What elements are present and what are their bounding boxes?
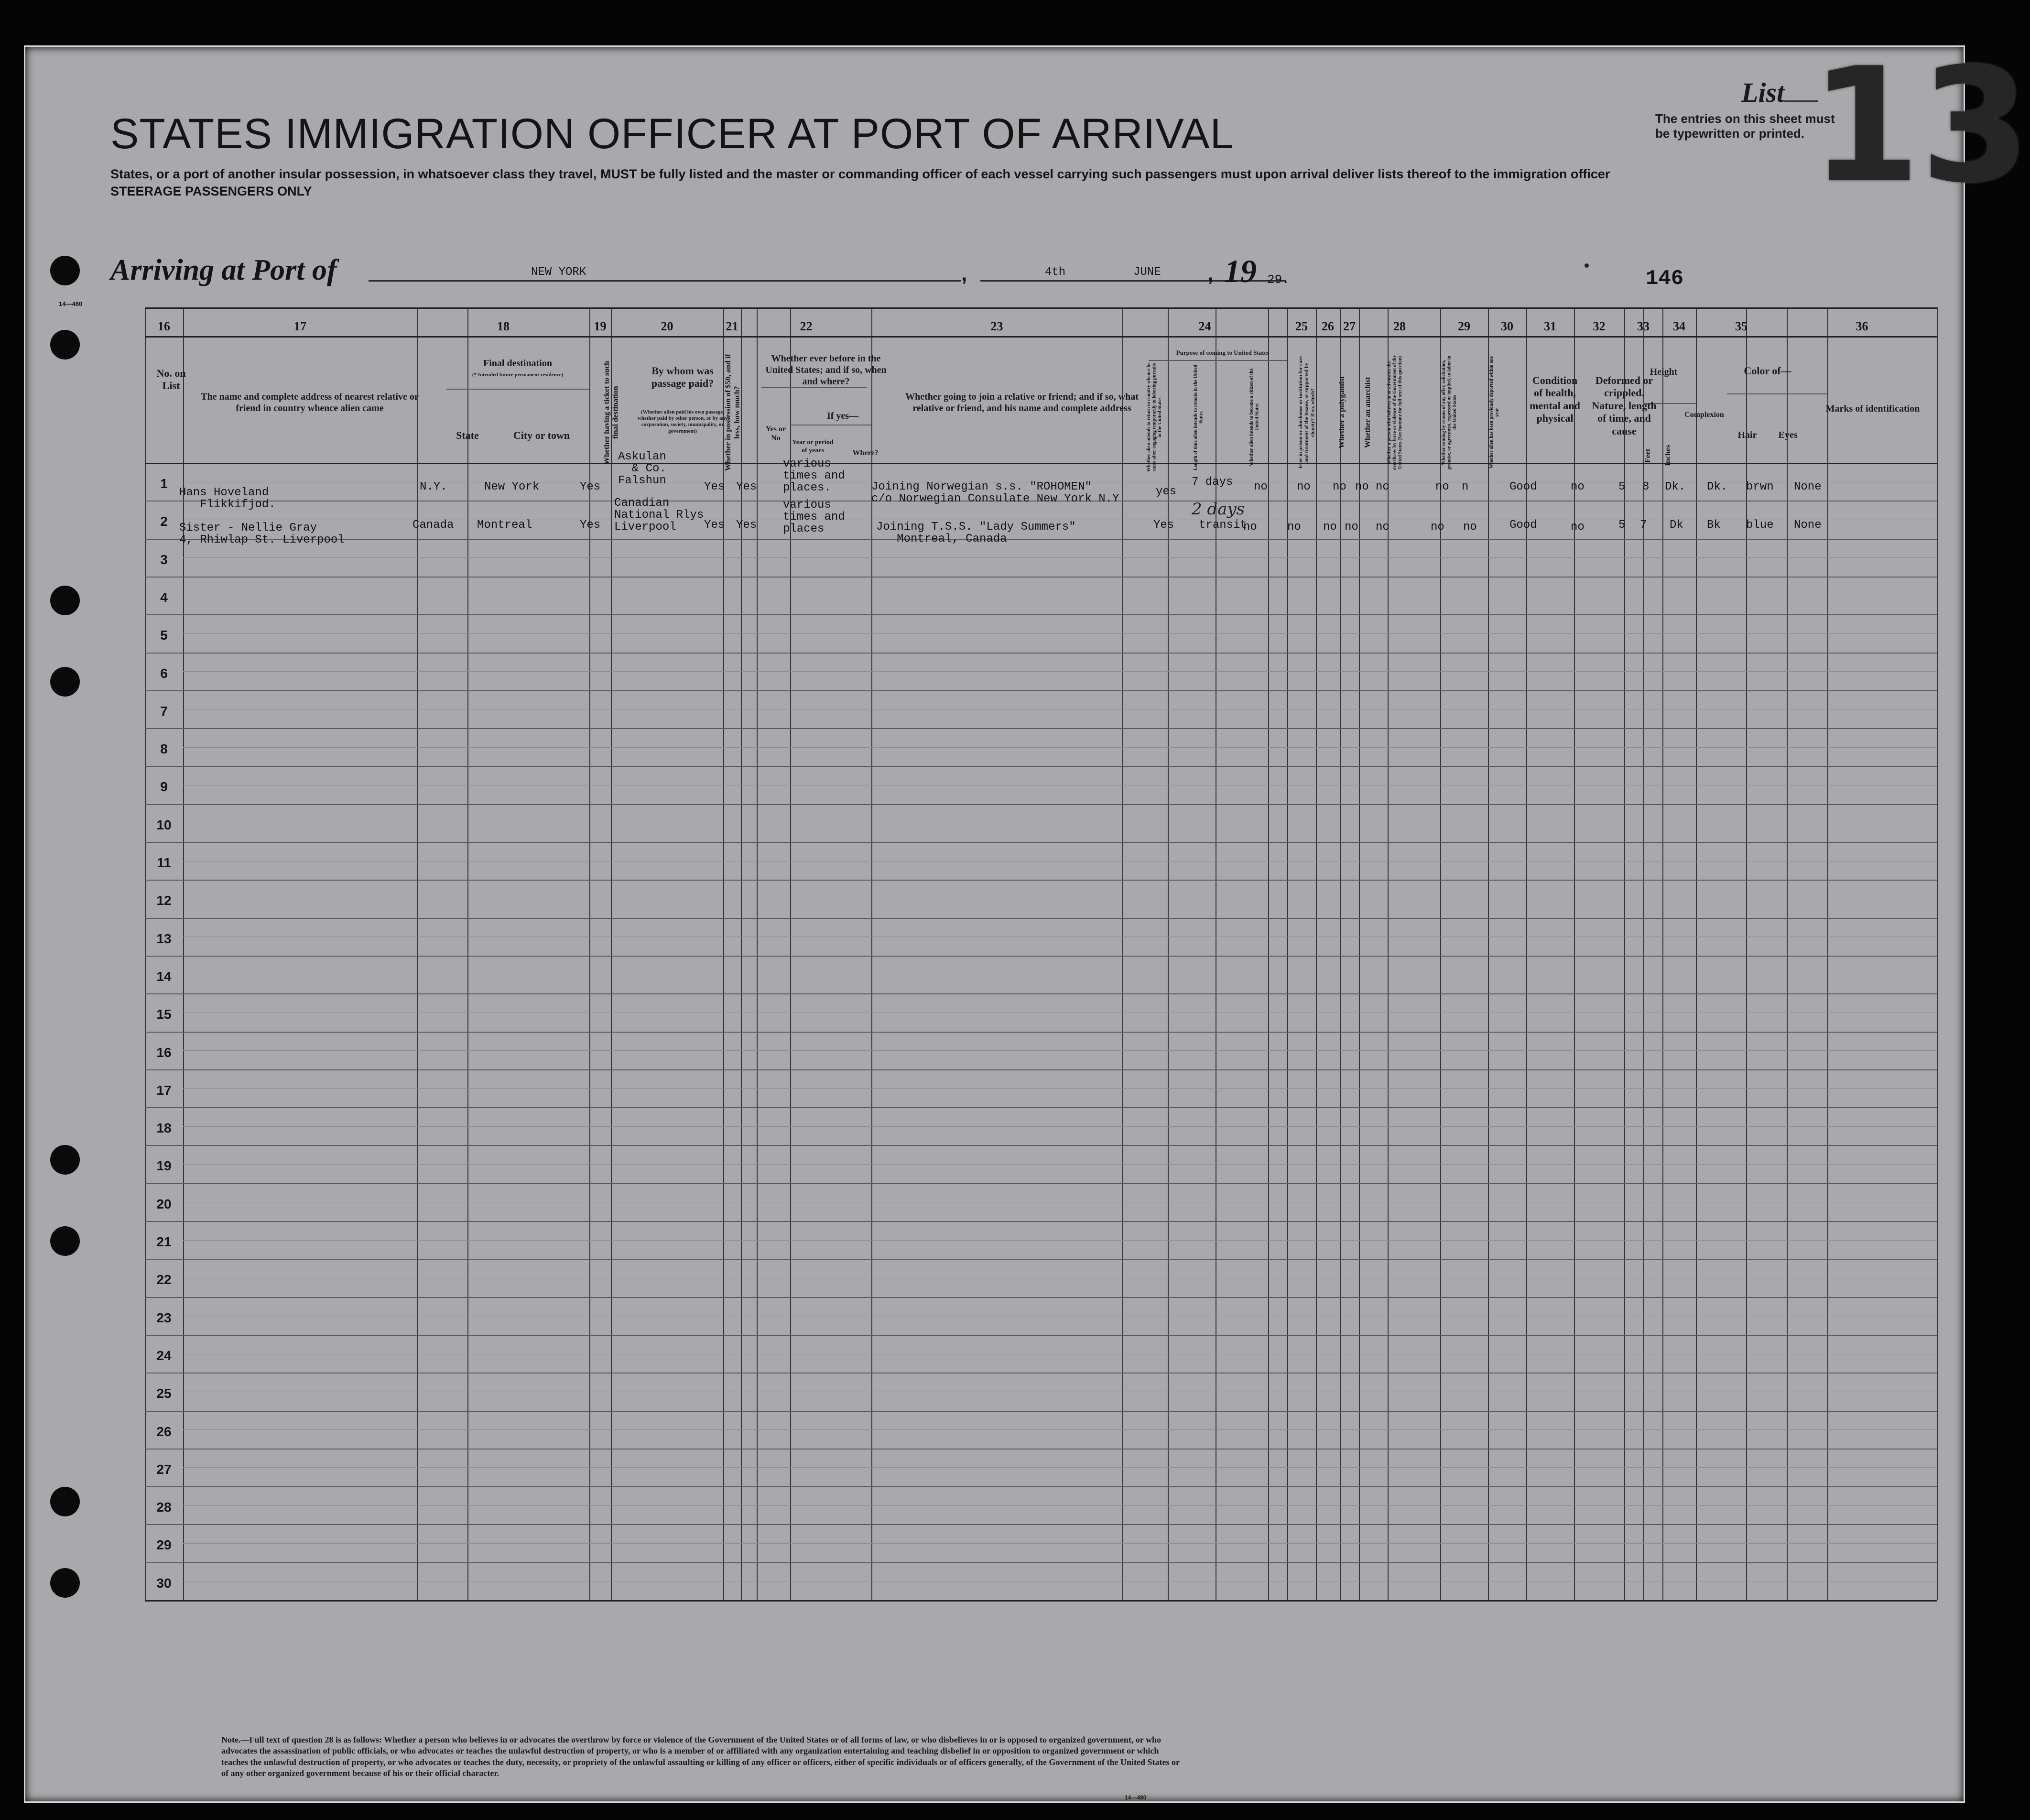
row-number: 23	[156, 1310, 172, 1325]
year-prefix: 19	[1224, 253, 1257, 289]
row-number: 6	[160, 665, 168, 681]
entry-2-complexion: Dk	[1670, 519, 1683, 532]
column-number: 32	[1593, 319, 1606, 333]
row-rule	[145, 804, 1937, 805]
entry-2-marks: None	[1794, 519, 1822, 532]
entry-2-citizen: no	[1243, 521, 1257, 534]
column-rule	[1937, 307, 1938, 1600]
entry-2-prison: no	[1287, 521, 1301, 534]
entry-2-eyes: blue	[1746, 519, 1774, 532]
row-rule	[145, 842, 1937, 843]
binder-hole	[50, 1145, 80, 1175]
header-height: Height	[1650, 367, 1678, 377]
column-number: 18	[497, 319, 510, 333]
entry-1-deformed: no	[1571, 480, 1585, 493]
page-title: STATES IMMIGRATION OFFICER AT PORT OF ARRIVAL	[110, 109, 1235, 157]
entry-2-offer: no	[1431, 521, 1444, 534]
entry-1-joining: Joining Norwegian s.s. "ROHOMEN" c/o Norwegian Consulate New York N.Y	[871, 480, 1119, 506]
row-number: 5	[160, 628, 168, 643]
comma: ,	[961, 262, 967, 285]
row-rule	[145, 1411, 1937, 1412]
binder-hole	[50, 330, 80, 360]
entry-1-offer: no	[1435, 480, 1449, 493]
header-prison: Ever in prison or almshouse or institution for care and treatment of the insane, or supported by charity? If so, which?	[1298, 356, 1316, 469]
row-rule	[145, 1335, 1937, 1336]
column-number: 36	[1856, 319, 1868, 333]
entry-2-ticket: Yes	[580, 519, 601, 532]
row-number: 29	[156, 1537, 172, 1553]
row-rule	[145, 1107, 1937, 1108]
entry-2-hair: Bk	[1707, 519, 1721, 532]
header-relative: The name and complete address of nearest relative or friend in country whence alien came	[201, 392, 419, 414]
row-rule	[145, 577, 1937, 578]
entry-1-inches: 8	[1642, 480, 1650, 493]
entries-note: The entries on this sheet must be typewritten or printed.	[1655, 111, 1835, 141]
row-number: 14	[156, 969, 172, 984]
row-number: 7	[160, 703, 168, 719]
row-number: 24	[156, 1348, 172, 1363]
row-rule	[145, 1221, 1937, 1222]
row-subrule	[183, 633, 1937, 634]
header-purpose-citizen: Whether alien intends to become a citizen of the United States	[1249, 368, 1260, 467]
row-number: 8	[160, 741, 168, 757]
column-number: 19	[594, 319, 607, 333]
entry-1-citizen: no	[1254, 480, 1268, 493]
entry-1-return: yes	[1156, 485, 1177, 498]
binder-hole	[50, 586, 80, 615]
row-rule	[145, 336, 1937, 338]
row-number: 11	[157, 855, 171, 870]
column-number: 17	[294, 319, 306, 333]
row-subrule	[183, 1050, 1937, 1051]
entry-1-eyes: brwn	[1746, 480, 1774, 493]
header-before: Whether ever before in the United States; and if so, when and where?	[765, 353, 887, 387]
header-feet: Feet	[1644, 448, 1652, 463]
entry-2-relative: Sister - Nellie Gray 4, Rhiwlap St. Liverpool	[179, 522, 345, 547]
header-hair: Hair	[1737, 430, 1757, 440]
form-code-top: 14—480	[59, 300, 83, 307]
row-rule	[145, 1032, 1937, 1033]
entry-2-anarchist: no	[1345, 521, 1358, 534]
entry-2-length: transit	[1199, 519, 1247, 532]
row-subrule	[183, 1126, 1937, 1127]
row-subrule	[183, 1429, 1937, 1430]
row-subrule	[183, 747, 1937, 748]
row-number: 10	[156, 817, 172, 832]
column-number: 29	[1458, 319, 1470, 333]
row-rule	[145, 614, 1937, 615]
row-number: 22	[156, 1272, 172, 1287]
row-rule	[145, 1600, 1937, 1602]
column-number: 31	[1544, 319, 1556, 333]
entry-1-marks: None	[1794, 480, 1822, 493]
header-if-yes: If yes—	[826, 411, 859, 421]
entry-2-joining: Joining T.S.S. "Lady Summers" Montreal, Canada	[876, 521, 1076, 546]
row-rule	[145, 653, 1937, 654]
column-number: 27	[1343, 319, 1356, 333]
list-number-stamp: 13	[1811, 34, 2030, 218]
row-number: 4	[160, 589, 168, 605]
column-number: 35	[1735, 319, 1748, 333]
entry-1-complexion: Dk.	[1665, 480, 1686, 493]
row-subrule	[183, 1088, 1937, 1089]
row-number: 15	[156, 1007, 172, 1022]
binder-hole	[50, 1487, 80, 1516]
header-ticket: Whether having a ticket to such final destination	[603, 360, 620, 465]
row-number: 2	[160, 514, 168, 529]
row-rule	[145, 690, 1937, 691]
header-final-destination: Final destination	[483, 358, 552, 369]
instructions-text: States, or a port of another insular possession, in whatsoever class they travel, MUST be fully listed and the master or commanding officer of each vessel carrying such passengers must upon arrival deliver lists thereof to the immigration officer	[110, 167, 1610, 181]
row-rule	[761, 387, 867, 388]
entry-1-hair: Dk.	[1707, 480, 1728, 493]
entry-1-money: Yes	[704, 480, 725, 493]
arriving-label: Arriving at Port of	[110, 254, 337, 286]
header-purpose: Purpose of coming to United States	[1176, 349, 1270, 356]
row-rule	[145, 993, 1937, 994]
entry-2-state: Canada	[413, 519, 454, 532]
row-number: 27	[156, 1461, 172, 1477]
entry-2-return: Yes	[1153, 519, 1174, 532]
header-joining: Whether going to join a relative or friend; and if so, what relative or friend, and his name and complete address	[905, 392, 1139, 414]
row-number: 28	[156, 1500, 172, 1515]
row-rule	[145, 1562, 1937, 1563]
row-rule	[145, 728, 1937, 729]
entry-2-length-handwritten: 2 days	[1192, 500, 1245, 519]
header-purpose-length: Length of time alien intends to remain in the United States	[1193, 364, 1204, 470]
row-number: 21	[156, 1234, 172, 1249]
entry-2-money: Yes	[704, 519, 725, 532]
binder-hole	[50, 667, 80, 697]
header-years: Year or period of years	[792, 439, 834, 454]
day-value: 4th	[1045, 266, 1066, 279]
binder-hole	[50, 1568, 80, 1598]
entry-2-polygamist: no	[1323, 521, 1337, 534]
header-state: State	[456, 429, 479, 441]
row-number: 12	[156, 893, 172, 908]
header-marks: Marks of identification	[1825, 403, 1920, 414]
entry-2-city: Montreal	[477, 519, 532, 532]
list-label: List	[1741, 77, 1785, 108]
row-rule	[446, 389, 589, 390]
row-subrule	[183, 1240, 1937, 1241]
header-color: Color of—	[1744, 365, 1791, 377]
entry-2-before: Yes	[736, 519, 757, 532]
entry-1-before: Yes	[736, 480, 757, 493]
column-number: 28	[1393, 319, 1406, 333]
row-rule	[145, 766, 1937, 767]
entry-1-city: New York	[484, 480, 540, 493]
year-suffix: 29.	[1267, 272, 1290, 287]
header-deformed: Deformed or crippled. Nature, length of time, and cause	[1592, 374, 1657, 437]
row-number: 3	[160, 552, 168, 567]
column-number: 21	[726, 319, 738, 333]
header-complexion: Complexion	[1684, 411, 1724, 419]
column-number: 25	[1295, 319, 1308, 333]
entry-1-state: N.Y.	[420, 480, 447, 493]
entry-1-where: various times and places.	[783, 458, 845, 495]
row-number: 9	[160, 779, 168, 795]
row-rule	[145, 1259, 1937, 1260]
header-final-destination-note: (* Intended future permanent residence)	[472, 372, 564, 378]
column-number: 34	[1673, 319, 1685, 333]
entry-1-health: Good	[1509, 480, 1537, 493]
row-number: 25	[156, 1386, 172, 1401]
entry-1-ticket: Yes	[580, 480, 601, 493]
column-number: 23	[990, 319, 1003, 333]
row-subrule	[183, 1543, 1937, 1544]
row-subrule	[183, 1164, 1937, 1165]
column-number: 30	[1501, 319, 1513, 333]
header-deported: Whether alien has been previously deported within one year	[1489, 356, 1500, 469]
row-subrule	[183, 1505, 1937, 1506]
header-yes-no: Yes or No	[765, 425, 786, 443]
header-polygamist: Whether a polygamist	[1338, 376, 1346, 449]
entry-2-feet: 5	[1618, 519, 1626, 532]
header-money: Whether in possession of $50, and if less, how much?	[724, 354, 741, 471]
header-where: Where?	[852, 449, 879, 457]
row-rule	[145, 1183, 1937, 1184]
row-number: 16	[156, 1045, 172, 1060]
row-number: 13	[156, 931, 172, 946]
row-rule	[145, 880, 1937, 881]
row-rule	[145, 1145, 1937, 1146]
binder-hole	[50, 1226, 80, 1256]
month-value: JUNE	[1133, 266, 1161, 279]
comma-2: ,	[1207, 262, 1214, 285]
entry-1-feet: 5	[1618, 480, 1626, 493]
entry-2-inches: 7	[1640, 519, 1647, 532]
row-number: 19	[156, 1158, 172, 1174]
column-number: 20	[661, 319, 673, 333]
entry-1-deported: n	[1462, 480, 1469, 493]
row-rule	[145, 918, 1937, 919]
binder-hole	[50, 256, 80, 285]
row-rule	[145, 1297, 1937, 1298]
row-rule	[1149, 360, 1287, 361]
entry-2-where: various times and places	[783, 499, 845, 536]
header-purpose-return: Whether alien intends to return to country whence he came after engaging temporarily in laboring pursuits in the United States	[1146, 362, 1162, 472]
row-rule	[145, 956, 1937, 957]
row-number: 20	[156, 1196, 172, 1211]
header-anarchist: Whether an anarchist	[1364, 377, 1372, 448]
row-rule	[145, 1524, 1937, 1525]
header-city: City or town	[513, 429, 570, 441]
column-number: 24	[1198, 319, 1211, 333]
header-overthrow: Whether a person who believes in or advocates the overthrow by force or violence of the Government of the United States (See footnote for full text of this question)	[1387, 355, 1403, 470]
manifest-grid	[25, 47, 1964, 1801]
row-rule	[1727, 393, 1827, 394]
row-number: 18	[156, 1121, 172, 1136]
row-rule	[145, 307, 1937, 309]
row-rule	[145, 1486, 1937, 1487]
entry-2-deported: no	[1463, 521, 1477, 534]
entry-1-polygamist: no	[1333, 480, 1346, 493]
entry-1-relative: Hans Hoveland Flikkifjod.	[179, 486, 276, 512]
header-no-on-list: No. on List	[156, 367, 186, 392]
header-passage: By whom was passage paid?	[651, 365, 714, 390]
row-number: 30	[156, 1575, 172, 1591]
entry-2-paid-by: Canadian National Rlys Liverpool	[614, 497, 704, 534]
entry-1-anarchist: no	[1355, 480, 1369, 493]
column-number: 22	[800, 319, 813, 333]
entry-1-overthrow: no	[1376, 480, 1390, 493]
entry-2-health: Good	[1509, 519, 1537, 532]
row-subrule	[183, 1467, 1937, 1468]
entry-1-length: 7 days	[1192, 476, 1233, 489]
header-offer: Whether coming by reason of any offer, solicitation, promise, or agreement, expressed or implied, to labor in the United States	[1441, 355, 1457, 470]
header-passage-note: (Whether alien paid his own passage, whether paid by other person, or by any corporation, society, municipality, or government)	[637, 409, 728, 434]
row-subrule	[183, 671, 1937, 672]
steerage-label: STEERAGE PASSENGERS ONLY	[110, 184, 312, 199]
header-health: Condition of health, mental and physical	[1530, 374, 1580, 425]
column-number: 26	[1322, 319, 1334, 333]
column-number: 16	[158, 319, 170, 333]
entry-2-overthrow: no	[1376, 521, 1390, 534]
row-number: 17	[156, 1082, 172, 1098]
port-value: NEW YORK	[531, 266, 586, 279]
entry-1-prison: no	[1297, 480, 1311, 493]
row-number: 26	[156, 1424, 172, 1439]
form-code-bottom: 14—480	[1125, 1794, 1147, 1801]
sheet-number: 146	[1646, 267, 1684, 291]
row-number: 1	[160, 476, 168, 491]
entry-1-paid-by: Askulan & Co. Falshun	[618, 450, 666, 488]
header-eyes: Eyes	[1778, 430, 1798, 440]
row-rule	[145, 1069, 1937, 1070]
row-subrule	[183, 557, 1937, 558]
entry-2-deformed: no	[1571, 521, 1585, 534]
column-number: 33	[1637, 319, 1650, 333]
footnote: Note.—Full text of question 28 is as follows: Whether a person who believes in or advocates the overthrow by force or violence of the Government of the United States or of all forms of law, or who disbelieves in or is opposed to organized government, or who advocates the assassination of public officials, or who advocates or teaches the unlawful destruction of property, or who is a member of or affiliated with any organization entertaining and teaching disbelief in or opposition to organized government or which teaches the unlawful destruction of property, or who advocates or teaches the duty, necessity, or propriety of the unlawful assaulting or killing of any officer or officers, either of specific individuals or of officers generally, of the Government of the United States or of any other organized government because of his or their official character.	[221, 1735, 1180, 1778]
manifest-sheet	[24, 34, 2030, 1803]
header-inches: Inches	[1664, 445, 1672, 467]
